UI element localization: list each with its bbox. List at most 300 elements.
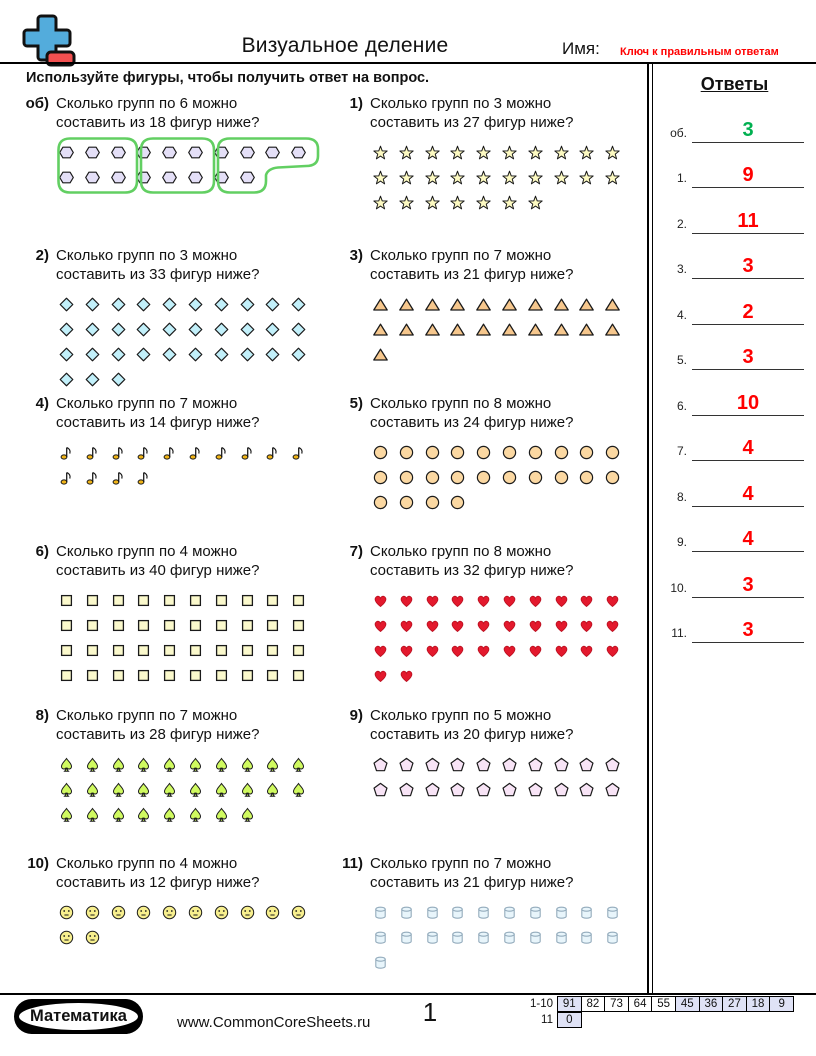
star-icon: [425, 165, 451, 190]
pentagon-icon: [502, 777, 528, 802]
note-icon: [136, 440, 162, 465]
square-icon: [111, 588, 137, 613]
circle-icon: [502, 440, 528, 465]
triangle-icon: [476, 292, 502, 317]
triangle-icon: [399, 292, 425, 317]
triangle-icon: [554, 317, 580, 342]
circle-figure-grid: [373, 440, 631, 515]
diamond-icon: [85, 292, 111, 317]
diamond-icon: [111, 367, 137, 392]
square-icon: [291, 663, 317, 688]
pentagon-icon: [373, 777, 399, 802]
star-icon: [399, 140, 425, 165]
heart-icon: [425, 588, 451, 613]
star-icon: [502, 190, 528, 215]
diamond-icon: [136, 317, 162, 342]
cylinder-icon: [399, 900, 425, 925]
diamond-icon: [59, 317, 85, 342]
square-icon: [188, 663, 214, 688]
cylinder-icon: [554, 925, 580, 950]
square-icon: [214, 663, 240, 688]
diamond-icon: [111, 317, 137, 342]
spade-icon: [214, 752, 240, 777]
hexagon-icon: [136, 140, 162, 165]
square-icon: [85, 638, 111, 663]
answer-label: об.: [670, 125, 687, 140]
square-icon: [162, 638, 188, 663]
spade-icon: [162, 752, 188, 777]
diamond-icon: [162, 292, 188, 317]
answer-item-10: [653, 552, 816, 598]
star-figure-grid: [373, 140, 631, 215]
circle-icon: [579, 440, 605, 465]
heart-icon: [399, 588, 425, 613]
square-icon: [240, 613, 266, 638]
answer-item-7: [653, 416, 816, 462]
hexagon-figure-grid: [59, 140, 317, 190]
answer-item-об: [653, 97, 816, 143]
spade-icon: [136, 752, 162, 777]
triangle-icon: [373, 342, 399, 367]
diamond-icon: [136, 342, 162, 367]
problems-grid: [24, 94, 646, 975]
problem-3: [338, 246, 646, 394]
star-icon: [476, 165, 502, 190]
spade-icon: [162, 777, 188, 802]
problem-question: Сколько групп по 8 можно составить из 24 фигур ниже?: [370, 395, 574, 431]
score-row-1-10: [524, 996, 794, 1012]
circle-icon: [425, 440, 451, 465]
problem-10: [24, 854, 338, 975]
problem-body: [370, 854, 631, 975]
spade-icon: [240, 752, 266, 777]
pentagon-icon: [502, 752, 528, 777]
problem-question: Сколько групп по 7 можно составить из 21 фигур ниже?: [370, 247, 574, 283]
spade-icon: [291, 752, 317, 777]
star-icon: [502, 140, 528, 165]
answer-value: 3: [692, 119, 804, 143]
heart-icon: [502, 638, 528, 663]
circle-icon: [502, 465, 528, 490]
spade-icon: [214, 802, 240, 827]
note-icon: [85, 465, 111, 490]
cylinder-icon: [605, 900, 631, 925]
problem-body: [370, 394, 631, 515]
star-icon: [425, 190, 451, 215]
score-cell: 45: [675, 996, 700, 1012]
note-icon: [240, 440, 266, 465]
problem-11: [338, 854, 646, 975]
heart-icon: [528, 588, 554, 613]
answer-item-11: [653, 598, 816, 644]
hexagon-icon: [162, 165, 188, 190]
square-icon: [214, 638, 240, 663]
hexagon-icon: [59, 140, 85, 165]
score-row-label: 11: [541, 1014, 553, 1026]
square-icon: [111, 638, 137, 663]
pentagon-icon: [450, 752, 476, 777]
diamond-icon: [240, 292, 266, 317]
smiley-icon: [162, 900, 188, 925]
heart-icon: [399, 663, 425, 688]
triangle-icon: [450, 317, 476, 342]
pentagon-icon: [399, 752, 425, 777]
square-icon: [265, 613, 291, 638]
problem-question: Сколько групп по 8 можно составить из 32 фигур ниже?: [370, 543, 574, 579]
worksheet-title: Визуальное деление: [241, 34, 449, 57]
pentagon-icon: [476, 752, 502, 777]
note-icon: [136, 465, 162, 490]
hexagon-icon: [240, 140, 266, 165]
smiley-icon: [291, 900, 317, 925]
problem-number: об): [25, 95, 49, 112]
circle-icon: [605, 465, 631, 490]
website-url: www.CommonCoreSheets.ru: [177, 1014, 371, 1031]
star-icon: [450, 140, 476, 165]
diamond-icon: [111, 342, 137, 367]
diamond-icon: [59, 342, 85, 367]
problem-number: 7): [349, 543, 363, 560]
spade-icon: [188, 802, 214, 827]
star-icon: [528, 190, 554, 215]
problem-body: [56, 542, 317, 688]
problem-body: [56, 94, 317, 190]
score-row-label: 1-10: [529, 998, 553, 1010]
circle-icon: [476, 440, 502, 465]
spade-icon: [59, 752, 85, 777]
hexagon-icon: [59, 165, 85, 190]
square-icon: [59, 663, 85, 688]
star-icon: [373, 140, 399, 165]
star-icon: [450, 165, 476, 190]
heart-icon: [476, 613, 502, 638]
pentagon-figure-grid: [373, 752, 631, 802]
answer-item-3: [653, 234, 816, 280]
diamond-icon: [188, 292, 214, 317]
problem-question: Сколько групп по 7 можно составить из 14 фигур ниже?: [56, 395, 260, 431]
problem-question: Сколько групп по 4 можно составить из 40 фигур ниже?: [56, 543, 260, 579]
smiley-icon: [265, 900, 291, 925]
triangle-icon: [528, 292, 554, 317]
brand-label: Математика: [19, 1003, 138, 1030]
problem-об: [24, 94, 338, 246]
smiley-icon: [85, 925, 111, 950]
answer-label: 3.: [676, 262, 687, 276]
square-icon: [136, 663, 162, 688]
square-icon: [188, 613, 214, 638]
spade-icon: [85, 752, 111, 777]
star-icon: [373, 165, 399, 190]
answer-label: 8.: [676, 489, 687, 504]
diamond-icon: [59, 367, 85, 392]
heart-icon: [425, 638, 451, 663]
score-cell: 0: [557, 1012, 582, 1028]
heart-icon: [476, 588, 502, 613]
diamond-icon: [214, 317, 240, 342]
problem-number: 3): [349, 247, 363, 264]
square-icon: [136, 588, 162, 613]
footer-rule: [0, 993, 816, 995]
answer-value: 11: [692, 210, 804, 234]
square-icon: [59, 588, 85, 613]
problem-body: [56, 706, 317, 827]
note-icon: [59, 465, 85, 490]
triangle-icon: [579, 317, 605, 342]
star-icon: [579, 140, 605, 165]
answer-value: 3: [692, 255, 804, 279]
answer-item-2: [653, 188, 816, 234]
diamond-icon: [291, 292, 317, 317]
score-cell: 55: [651, 996, 676, 1012]
square-icon: [85, 588, 111, 613]
problem-question: Сколько групп по 5 можно составить из 20 фигур ниже?: [370, 707, 574, 743]
problem-question: Сколько групп по 4 можно составить из 12 фигур ниже?: [56, 855, 260, 891]
square-icon: [265, 663, 291, 688]
spade-icon: [214, 777, 240, 802]
problem-body: [370, 246, 631, 367]
heart-icon: [554, 588, 580, 613]
answer-value: 4: [692, 528, 804, 552]
spade-icon: [240, 777, 266, 802]
pentagon-icon: [528, 777, 554, 802]
pentagon-icon: [450, 777, 476, 802]
score-cell: 64: [628, 996, 653, 1012]
circle-icon: [605, 440, 631, 465]
answer-item-8: [653, 461, 816, 507]
square-icon: [291, 588, 317, 613]
problem-body: [370, 94, 631, 215]
square-icon: [162, 588, 188, 613]
problem-number: 11): [342, 855, 363, 872]
answer-label: 10.: [670, 580, 687, 595]
problem-question: Сколько групп по 6 можно составить из 18 фигур ниже?: [56, 95, 260, 131]
spade-icon: [111, 802, 137, 827]
answer-item-1: [653, 143, 816, 189]
square-icon: [214, 613, 240, 638]
star-icon: [605, 165, 631, 190]
triangle-icon: [425, 317, 451, 342]
hexagon-icon: [136, 165, 162, 190]
pentagon-icon: [605, 752, 631, 777]
spade-icon: [291, 777, 317, 802]
spade-icon: [162, 802, 188, 827]
cylinder-icon: [425, 925, 451, 950]
star-icon: [528, 165, 554, 190]
square-icon: [265, 638, 291, 663]
cylinder-icon: [579, 925, 605, 950]
hexagon-icon: [214, 165, 240, 190]
square-icon: [291, 613, 317, 638]
cylinder-icon: [554, 900, 580, 925]
smiley-icon: [59, 900, 85, 925]
square-icon: [240, 588, 266, 613]
answer-value: 4: [692, 437, 804, 461]
heart-icon: [502, 588, 528, 613]
smiley-icon: [240, 900, 266, 925]
triangle-icon: [579, 292, 605, 317]
heart-icon: [528, 613, 554, 638]
square-icon: [188, 638, 214, 663]
problem-body: [56, 246, 317, 392]
heart-figure-grid: [373, 588, 631, 688]
triangle-figure-grid: [373, 292, 631, 367]
spade-icon: [111, 752, 137, 777]
note-icon: [214, 440, 240, 465]
pentagon-icon: [399, 777, 425, 802]
circle-icon: [450, 490, 476, 515]
pentagon-icon: [554, 752, 580, 777]
triangle-icon: [605, 292, 631, 317]
smiley-icon: [136, 900, 162, 925]
square-icon: [188, 588, 214, 613]
cylinder-icon: [399, 925, 425, 950]
cylinder-icon: [528, 900, 554, 925]
diamond-icon: [85, 367, 111, 392]
hexagon-icon: [111, 140, 137, 165]
note-icon: [85, 440, 111, 465]
spade-icon: [265, 752, 291, 777]
pentagon-icon: [554, 777, 580, 802]
answer-value: 3: [692, 619, 804, 643]
problem-body: [56, 394, 317, 490]
diamond-icon: [188, 317, 214, 342]
diamond-icon: [240, 342, 266, 367]
answer-value: 2: [692, 301, 804, 325]
heart-icon: [373, 663, 399, 688]
heart-icon: [373, 638, 399, 663]
circle-icon: [450, 440, 476, 465]
problem-2: [24, 246, 338, 394]
square-icon: [111, 613, 137, 638]
star-icon: [399, 190, 425, 215]
pentagon-icon: [373, 752, 399, 777]
name-label: Имя:: [562, 39, 600, 58]
smiley-figure-grid: [59, 900, 317, 950]
score-table: [524, 996, 794, 1028]
spade-icon: [136, 777, 162, 802]
circle-icon: [554, 465, 580, 490]
cylinder-icon: [579, 900, 605, 925]
diamond-icon: [265, 292, 291, 317]
problem-question: Сколько групп по 7 можно составить из 28 фигур ниже?: [56, 707, 260, 743]
answer-label: 6.: [676, 398, 687, 413]
hexagon-icon: [188, 140, 214, 165]
star-icon: [450, 190, 476, 215]
problem-6: [24, 542, 338, 706]
heart-icon: [450, 638, 476, 663]
pentagon-icon: [605, 777, 631, 802]
cylinder-icon: [605, 925, 631, 950]
page-number: 1: [422, 997, 438, 1027]
diamond-icon: [162, 342, 188, 367]
cylinder-icon: [528, 925, 554, 950]
answer-item-6: [653, 370, 816, 416]
diamond-icon: [214, 342, 240, 367]
answer-value: 3: [692, 346, 804, 370]
problem-5: [338, 394, 646, 542]
note-icon: [111, 440, 137, 465]
circle-icon: [425, 465, 451, 490]
problem-body: [370, 542, 631, 688]
problem-number: 9): [349, 707, 363, 724]
square-icon: [291, 638, 317, 663]
heart-icon: [450, 588, 476, 613]
score-cell: 27: [722, 996, 747, 1012]
diamond-figure-grid: [59, 292, 317, 392]
spade-icon: [136, 802, 162, 827]
heart-icon: [554, 638, 580, 663]
star-icon: [554, 165, 580, 190]
spade-icon: [111, 777, 137, 802]
triangle-icon: [605, 317, 631, 342]
diamond-icon: [85, 317, 111, 342]
spade-icon: [240, 802, 266, 827]
hexagon-icon: [265, 140, 291, 165]
smiley-icon: [85, 900, 111, 925]
note-icon: [188, 440, 214, 465]
cylinder-icon: [425, 900, 451, 925]
diamond-icon: [265, 317, 291, 342]
spade-icon: [85, 777, 111, 802]
diamond-icon: [85, 342, 111, 367]
diamond-icon: [291, 317, 317, 342]
score-cell: 91: [557, 996, 582, 1012]
heart-icon: [605, 638, 631, 663]
circle-icon: [373, 490, 399, 515]
pentagon-icon: [579, 777, 605, 802]
spade-figure-grid: [59, 752, 317, 827]
hexagon-icon: [111, 165, 137, 190]
star-icon: [476, 190, 502, 215]
square-icon: [136, 613, 162, 638]
problem-number: 1): [349, 95, 363, 112]
answer-value: 4: [692, 483, 804, 507]
spade-icon: [59, 777, 85, 802]
pentagon-icon: [425, 777, 451, 802]
problem-number: 8): [35, 707, 49, 724]
pentagon-icon: [528, 752, 554, 777]
problem-question: Сколько групп по 3 можно составить из 33 фигур ниже?: [56, 247, 260, 283]
answer-value: 10: [692, 392, 804, 416]
score-cell: 73: [604, 996, 629, 1012]
circle-icon: [528, 440, 554, 465]
problem-7: [338, 542, 646, 706]
answer-label: 2.: [676, 216, 687, 231]
star-icon: [605, 140, 631, 165]
square-icon: [162, 663, 188, 688]
heart-icon: [605, 588, 631, 613]
cylinder-icon: [373, 900, 399, 925]
score-cell: 9: [769, 996, 794, 1012]
diamond-icon: [291, 342, 317, 367]
triangle-icon: [399, 317, 425, 342]
triangle-icon: [373, 292, 399, 317]
answer-label: 9.: [676, 535, 687, 549]
hexagon-icon: [291, 140, 317, 165]
triangle-icon: [425, 292, 451, 317]
score-cell: 36: [699, 996, 724, 1012]
heart-icon: [373, 613, 399, 638]
problem-number: 2): [35, 247, 49, 264]
score-cell: 82: [581, 996, 606, 1012]
circle-icon: [425, 490, 451, 515]
hexagon-icon: [188, 165, 214, 190]
hexagon-icon: [240, 165, 266, 190]
triangle-icon: [502, 292, 528, 317]
cylinder-icon: [476, 900, 502, 925]
answer-label: 11.: [671, 626, 687, 640]
spade-icon: [188, 777, 214, 802]
